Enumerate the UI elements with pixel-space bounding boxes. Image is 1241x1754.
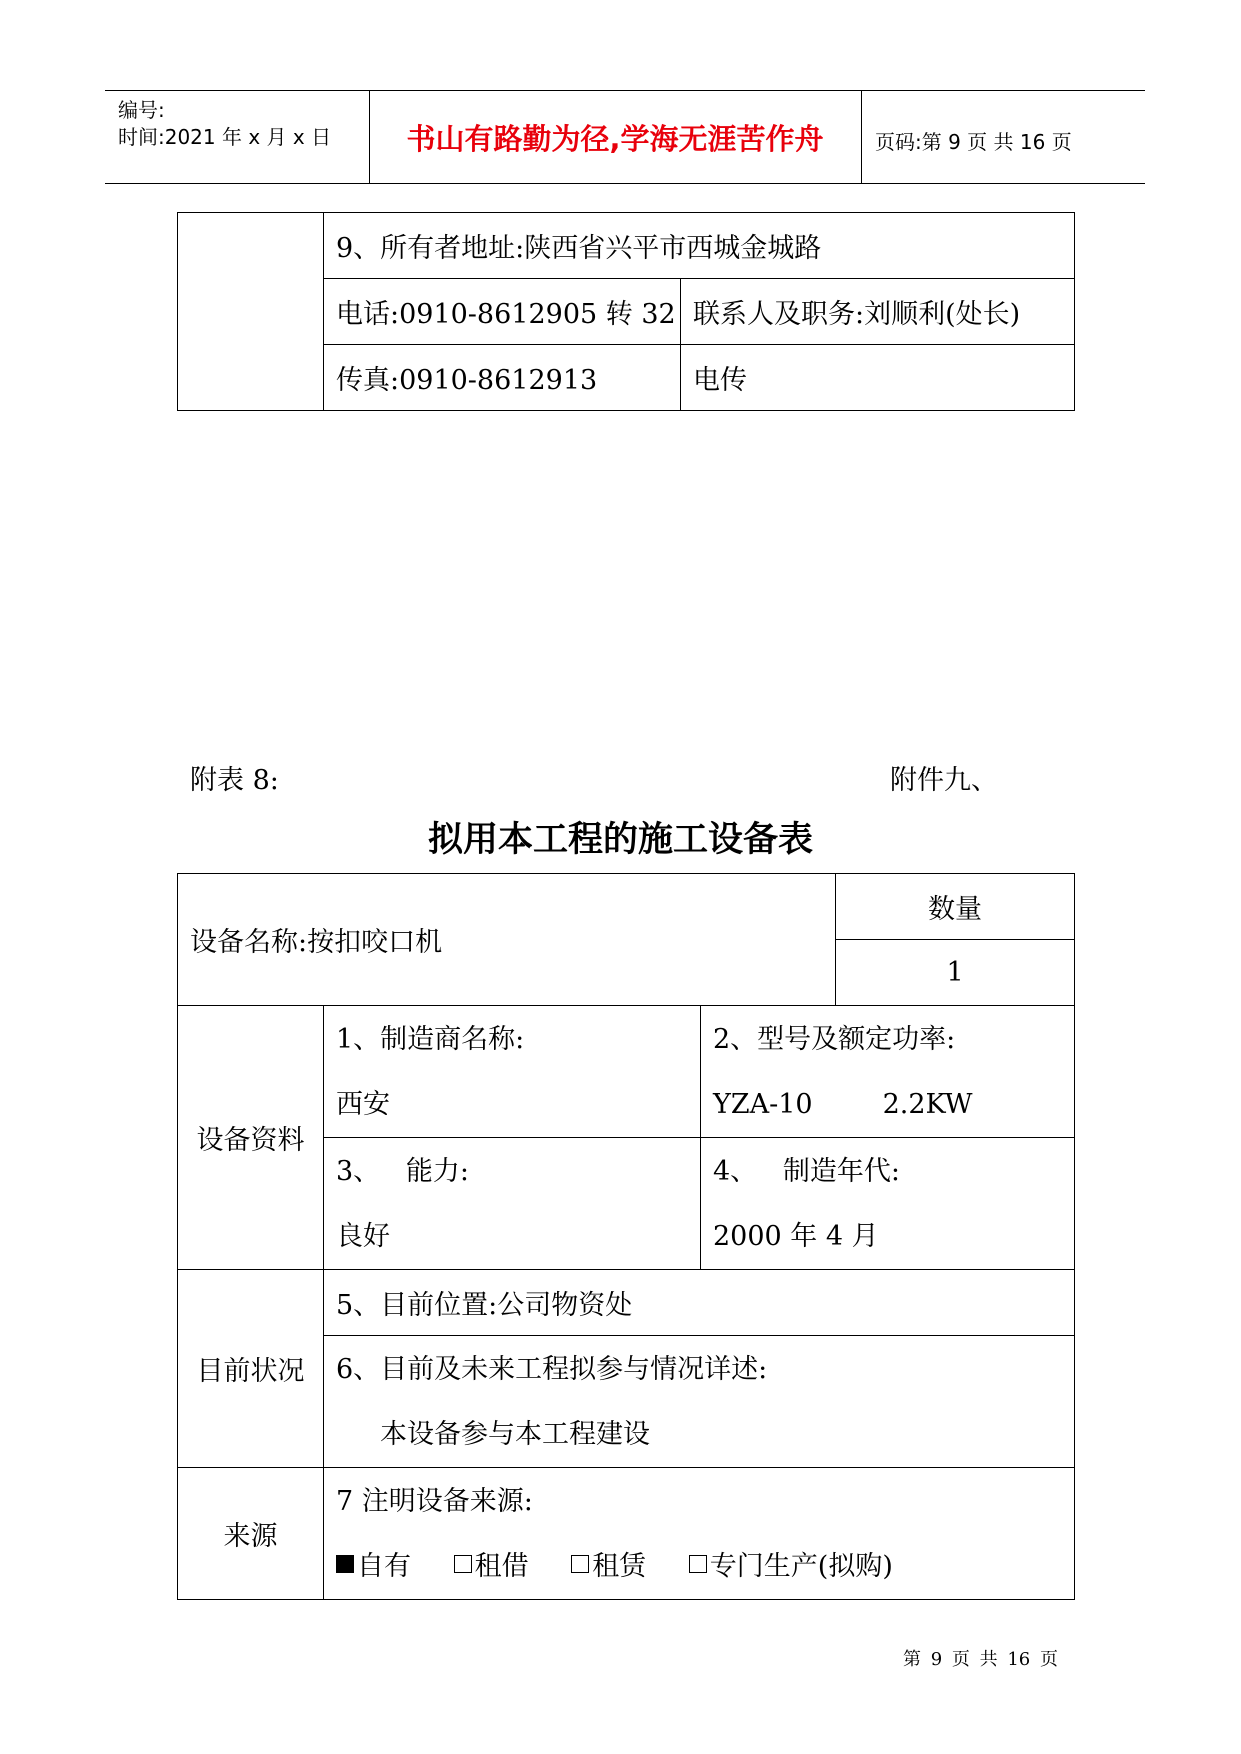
caption-appendix: 附件九、 [890, 765, 998, 796]
checkbox-icon [571, 1555, 589, 1573]
source-option-borrowed[interactable] [454, 1551, 529, 1582]
source-option-label: 租借 [474, 1550, 529, 1582]
header-time-label: 时间:2021 年 x 月 x 日 [118, 125, 332, 149]
owner-address: 9、所有者地址:陕西省兴平市西城金城路 [324, 213, 1075, 279]
equipment-table [177, 873, 1075, 1600]
quantity-value: 1 [836, 940, 1075, 1006]
equipment-name: 设备名称:按扣咬口机 [178, 874, 836, 1006]
document-title: 拟用本工程的施工设备表 [427, 820, 813, 860]
source-cell [324, 1468, 1075, 1600]
header-bottom-rule [105, 183, 1145, 184]
source-option-label: 自有 [357, 1550, 411, 1582]
owner-phone: 电话:0910-8612905 转 32 [324, 279, 681, 345]
source-label: 来源 [178, 1468, 324, 1600]
manufacturer-value: 西安 [336, 1088, 390, 1120]
source-option-owned[interactable] [336, 1551, 411, 1582]
header-motto: 书山有路勤为径,学海无涯苦作舟 [406, 122, 824, 156]
capability-value: 良好 [336, 1220, 390, 1252]
page-footer: 第 9 页 共 16 页 [903, 1649, 1058, 1670]
future-participation-value: 本设备参与本工程建设 [380, 1418, 650, 1450]
manufacturer-cell [324, 1006, 701, 1138]
future-participation-cell [324, 1336, 1075, 1468]
model-label: 2、型号及额定功率: [713, 1023, 956, 1055]
model-power-line [713, 1072, 1074, 1137]
model-value: YZA-10 [713, 1088, 813, 1120]
checkbox-icon [689, 1555, 707, 1573]
source-options [336, 1534, 1074, 1599]
future-participation-label: 6、目前及未来工程拟参与情况详述: [336, 1353, 768, 1385]
capability-label: 3、 能力: [336, 1155, 470, 1187]
power-value: 2.2KW [882, 1088, 973, 1120]
source-option-purchase[interactable] [689, 1551, 893, 1582]
caption-attachment-table: 附表 8: [190, 765, 279, 796]
source-option-label: 租赁 [592, 1550, 647, 1582]
owner-telex: 电传 [681, 345, 1075, 411]
source-option-label: 专门生产(拟购) [709, 1550, 893, 1582]
equipment-info-label: 设备资料 [178, 1006, 324, 1270]
checkbox-icon [454, 1555, 472, 1573]
quantity-label: 数量 [836, 874, 1075, 940]
source-note: 7 注明设备来源: [336, 1485, 533, 1517]
current-location: 5、目前位置:公司物资处 [324, 1270, 1075, 1336]
header-page-label: 页码:第 9 页 共 16 页 [875, 130, 1072, 154]
model-cell [701, 1006, 1075, 1138]
owner-contact: 联系人及职务:刘顺利(处长) [681, 279, 1075, 345]
header-divider-right [861, 90, 862, 183]
year-label: 4、 制造年代: [713, 1155, 901, 1187]
owner-table-blank-cell [178, 213, 324, 411]
year-value: 2000 年 4 月 [713, 1220, 879, 1252]
owner-fax: 传真:0910-8612913 [324, 345, 681, 411]
source-option-leased[interactable] [571, 1551, 646, 1582]
checkbox-icon [336, 1555, 354, 1573]
manufacturer-label: 1、制造商名称: [336, 1023, 525, 1055]
year-cell [701, 1138, 1075, 1270]
header-number-label: 编号: [118, 98, 165, 122]
header-top-rule [105, 90, 1145, 91]
status-label: 目前状况 [178, 1270, 324, 1468]
capability-cell [324, 1138, 701, 1270]
owner-info-table [177, 212, 1075, 411]
